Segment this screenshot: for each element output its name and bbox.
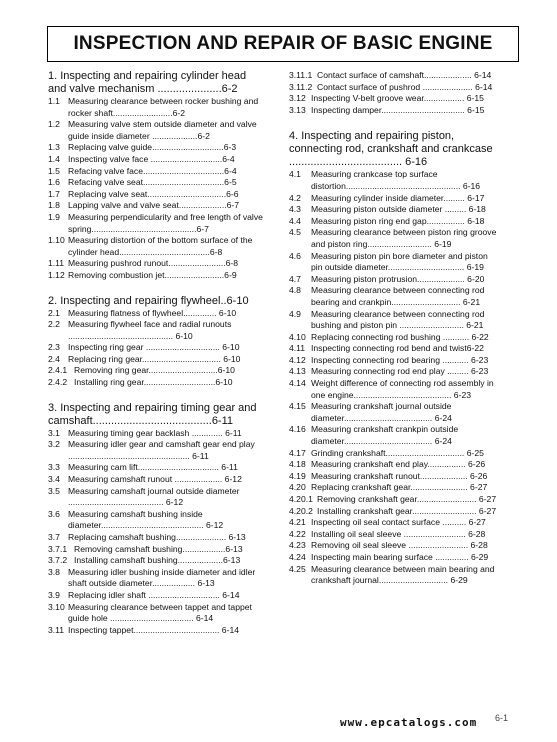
toc-entry[interactable]	[48, 544, 266, 556]
toc-entry[interactable]	[289, 274, 499, 286]
toc-entry-text: Inspecting valve face ..............................6-4	[68, 153, 235, 164]
toc-entry[interactable]	[289, 506, 499, 518]
toc-entry-text: Measuring crankcase top surface distortion................................................ 6-16	[311, 169, 481, 191]
toc-entry[interactable]	[289, 471, 499, 483]
toc-entry-number: 2.1	[48, 307, 60, 318]
toc-entry-number: 1.7	[48, 188, 60, 199]
toc-entry-text: Measuring crankshaft end play................ 6-26	[311, 459, 486, 470]
toc-entry-text: Inspecting connecting rod bend and twist6-22	[311, 343, 484, 354]
toc-entry[interactable]	[48, 377, 266, 389]
toc-entry-text: Inspecting main bearing surface .............. 6-29	[311, 551, 489, 562]
toc-entry-number: 4.10	[289, 331, 306, 342]
toc-entry[interactable]	[48, 308, 266, 320]
toc-entry-text: Installing ring gear..............................6-10	[74, 377, 233, 388]
toc-entry-number: 3.7	[48, 532, 60, 542]
toc-entry-number: 1.3	[48, 142, 60, 153]
toc-entry[interactable]	[48, 365, 266, 377]
toc-section-heading[interactable]: 4. Inspecting and repairing piston, connecting rod, crankshaft and crankcase ..................................... 6-16	[289, 130, 493, 169]
toc-entry-number: 4.8	[289, 285, 301, 296]
toc-entry-text: Replacing ring gear................................. 6-10	[68, 353, 241, 364]
toc-entry-text: Contact surface of camshaft.................... 6-14	[317, 70, 492, 80]
toc-entry-text: Removing oil seal sleeve ......................... 6-28	[311, 540, 488, 551]
toc-entry[interactable]	[48, 212, 266, 235]
toc-entry-text: Measuring camshaft journal outside diameter ........................................ 6-12	[68, 485, 240, 508]
toc-entry-text: Measuring flywheel face and radial runouts ............................................ 6-10	[68, 319, 232, 341]
toc-entry-number: 4.25	[289, 563, 306, 574]
toc-entry[interactable]	[48, 602, 266, 625]
toc-entry-number: 3.7.2	[48, 555, 68, 566]
toc-entry[interactable]	[48, 189, 266, 201]
toc-entry-number: 3.3	[48, 462, 60, 473]
toc-entry-text: Measuring idler bushing inside diameter and idler shaft outside diameter.................. 6-13	[68, 566, 256, 589]
toc-entry-text: Installing camshaft bushing...................6-13	[74, 555, 241, 566]
toc-entry[interactable]	[289, 332, 499, 344]
toc-entry-text: Measuring piston outside diameter ......... 6-18	[311, 204, 486, 215]
toc-entry-number: 4.23	[289, 540, 306, 551]
toc-entry-text: Replacing idler shaft .............................. 6-14	[68, 589, 240, 600]
toc-entry[interactable]	[48, 270, 266, 282]
toc-entry-text: Measuring crankshaft journal outside diameter..................................... 6-24	[311, 401, 452, 423]
toc-entry-number: 3.2	[48, 439, 60, 450]
toc-entry-text: Measuring clearance between rocker bushing and rocker shaft.........................6-2	[68, 96, 259, 118]
toc-entry-number: 4.11	[289, 343, 306, 354]
toc-entry-text: Measuring clearance between piston ring groove and piston ring........................... 6-19	[311, 227, 497, 249]
toc-entry-number: 4.13	[289, 366, 306, 377]
toc-entry-text: Removing camshaft bushing..................6-13	[74, 543, 243, 554]
toc-entry-number: 3.9	[48, 589, 60, 600]
toc-entry[interactable]	[289, 105, 499, 117]
toc-entry[interactable]	[289, 424, 499, 447]
toc-entry[interactable]	[48, 177, 266, 189]
toc-entry-text: Measuring crankshaft crankpin outside diameter..................................... 6-24	[311, 424, 459, 447]
toc-entry[interactable]	[289, 169, 499, 192]
toc-entry-text: Inspecting oil seal contact surface .......... 6-27	[311, 517, 486, 528]
toc-entry-number: 3.11	[48, 624, 65, 635]
toc-entry-number: 3.11.1	[289, 70, 313, 80]
toc-entry-number: 4.2	[289, 192, 301, 203]
toc-entry[interactable]	[289, 251, 499, 274]
toc-entry-text: Measuring crankshaft runout.................... 6-26	[311, 470, 488, 481]
toc-entry-text: Measuring piston ring end gap................ 6-18	[311, 215, 485, 226]
toc-entry-text: Replacing crankshaft gear........................ 6-27	[311, 482, 488, 493]
page-number: 6-1	[495, 713, 509, 723]
toc-section-heading[interactable]: 2. Inspecting and repairing flywheel..6-10	[48, 294, 249, 307]
toc-entry-text: Contact surface of pushrod ..................... 6-14	[317, 81, 493, 92]
toc-entry-number: 4.5	[289, 227, 301, 238]
toc-entry-text: Installing oil seal sleeve .......................... 6-28	[311, 528, 486, 539]
toc-entry-text: Measuring distortion of the bottom surface of the cylinder head......................................6-8	[68, 235, 253, 257]
toc-entry[interactable]	[48, 590, 266, 602]
toc-entry-number: 4.12	[289, 354, 306, 365]
toc-entry-text: Measuring cylinder inside diameter......... 6-17	[311, 192, 485, 203]
toc-entry[interactable]	[289, 482, 499, 494]
toc-entry-text: Refacing valve face..................................6-4	[68, 165, 237, 176]
toc-entry-number: 4.22	[289, 528, 306, 539]
toc-entry-text: Measuring clearance between main bearing and crankshaft journal............................. 6-29	[311, 563, 495, 586]
toc-entry-text: Removing crankshaft gear......................... 6-27	[317, 494, 497, 504]
toc-entry-number: 3.11.2	[289, 81, 313, 92]
toc-entry-text: Measuring piston pin bore diameter and piston pin outside diameter................................ 6-19	[311, 250, 488, 273]
toc-entry-text: Measuring camshaft runout .................... 6-12	[68, 474, 242, 485]
toc-entry-number: 4.21	[289, 517, 306, 528]
toc-entry-number: 1.11	[48, 258, 65, 269]
toc-entry-number: 4.15	[289, 401, 306, 412]
toc-entry-text: Weight difference of connecting rod assembly in one engine......................................... 6-23	[311, 378, 494, 400]
toc-left-column	[48, 70, 266, 636]
toc-entry[interactable]	[289, 216, 499, 228]
toc-entry[interactable]	[289, 448, 499, 460]
toc-entry-text: Installing crankshaft gear........................... 6-27	[317, 505, 497, 516]
toc-entry-number: 4.17	[289, 447, 306, 458]
toc-entry-number: 3.10	[48, 601, 65, 612]
toc-entry-number: 1.4	[48, 153, 60, 164]
toc-entry[interactable]	[48, 567, 266, 590]
toc-entry-number: 2.4	[48, 353, 60, 364]
toc-entry[interactable]	[289, 401, 499, 424]
toc-entry[interactable]	[289, 285, 499, 308]
toc-entry-number: 1.6	[48, 177, 60, 188]
toc-entry-number: 4.7	[289, 273, 301, 284]
toc-entry-number: 4.18	[289, 459, 306, 470]
toc-entry-number: 3.12	[289, 93, 306, 104]
toc-entry-text: Replacing connecting rod bushing ........... 6-22	[311, 331, 489, 342]
toc-entry-number: 3.8	[48, 566, 60, 577]
toc-entry-number: 1.12	[48, 269, 65, 280]
toc-entry[interactable]	[48, 119, 266, 142]
toc-entry-number: 2.2	[48, 319, 60, 330]
toc-section-heading[interactable]: 1. Inspecting and repairing cylinder head and valve mechanism .....................6-2	[48, 70, 247, 95]
toc-entry[interactable]	[289, 193, 499, 205]
page-title: INSPECTION AND REPAIR OF BASIC ENGINE	[47, 26, 519, 62]
toc-entry-number: 4.14	[289, 378, 306, 389]
toc-entry-text: Replacing valve seat.................................6-6	[68, 188, 239, 199]
toc-section-heading[interactable]: 3. Inspecting and repairing timing gear and camshaft.......................................6-11	[48, 401, 257, 427]
toc-entry-text: Measuring camshaft bushing inside diameter........................................... 6-12	[68, 508, 224, 531]
toc-entry[interactable]	[289, 355, 499, 367]
toc-entry-number: 4.3	[289, 204, 301, 215]
toc-entry-number: 1.9	[48, 211, 60, 222]
toc-entry[interactable]	[289, 540, 499, 552]
toc-entry-number: 1.10	[48, 235, 65, 246]
toc-entry-number: 2.3	[48, 342, 60, 353]
toc-entry-number: 4.20	[289, 482, 306, 493]
toc-entry[interactable]	[289, 70, 499, 82]
toc-entry[interactable]	[289, 309, 499, 332]
toc-entry[interactable]	[48, 625, 266, 637]
toc-entry-number: 1.5	[48, 165, 60, 176]
toc-entry-text: Measuring flatness of flywheel.............. 6-10	[68, 307, 237, 318]
toc-entry[interactable]	[289, 366, 499, 378]
toc-entry[interactable]	[289, 204, 499, 216]
toc-entry-text: Inspecting connecting rod bearing ........... 6-23	[311, 354, 489, 365]
toc-entry-number: 3.6	[48, 508, 60, 519]
toc-entry[interactable]	[289, 494, 499, 506]
toc-entry[interactable]	[48, 462, 266, 474]
toc-entry[interactable]	[289, 459, 499, 471]
toc-entry[interactable]	[48, 428, 266, 440]
toc-entry-text: Inspecting V-belt groove wear................. 6-15	[311, 93, 484, 104]
toc-entry[interactable]	[48, 154, 266, 166]
toc-entry-text: Replacing camshaft bushing..................... 6-13	[68, 532, 246, 542]
toc-entry[interactable]	[48, 200, 266, 212]
toc-entry-number: 4.6	[289, 250, 301, 261]
toc-entry-text: Measuring clearance between tappet and tappet guide hole ................................... 6-14	[68, 601, 252, 624]
toc-entry-number: 1.1	[48, 96, 60, 106]
toc-entry-text: Inspecting damper................................... 6-15	[311, 104, 485, 115]
toc-entry[interactable]	[48, 474, 266, 486]
toc-entry[interactable]	[48, 142, 266, 154]
toc-entry[interactable]	[48, 555, 266, 567]
toc-entry[interactable]	[48, 532, 266, 544]
toc-entry[interactable]	[48, 235, 266, 258]
toc-entry-text: Inspecting tappet.................................... 6-14	[68, 624, 239, 635]
toc-entry-number: 3.1	[48, 427, 60, 438]
toc-entry-text: Removing combustion jet.........................6-9	[68, 269, 237, 280]
toc-entry[interactable]	[289, 529, 499, 541]
toc-entry-text: Measuring valve stem outside diameter and valve guide inside diameter ...................6-2	[68, 119, 257, 141]
toc-entry[interactable]	[289, 378, 499, 401]
toc-entry-number: 4.4	[289, 215, 301, 226]
toc-entry[interactable]	[289, 82, 499, 94]
toc-entry-text: Measuring clearance between connecting rod bearing and crankpin............................. 6-21	[311, 285, 485, 307]
toc-entry-number: 4.24	[289, 551, 306, 562]
toc-entry[interactable]	[48, 486, 266, 509]
toc-entry-number: 4.16	[289, 424, 306, 435]
toc-entry-text: Grinding crankshaft................................. 6-25	[311, 447, 484, 458]
toc-entry-text: Measuring clearance between connecting rod bushing and piston pin ........................... 6-21	[311, 308, 485, 331]
toc-entry[interactable]	[48, 258, 266, 270]
toc-entry-text: Refacing valve seat..................................6-5	[68, 177, 237, 188]
toc-entry-number: 4.9	[289, 308, 301, 319]
toc-entry[interactable]	[48, 354, 266, 366]
toc-entry[interactable]	[48, 96, 266, 119]
toc-entry[interactable]	[48, 439, 266, 462]
toc-entry-text: Measuring idler gear and camshaft gear end play ................................................... 6-11	[68, 439, 255, 461]
toc-entry-number: 1.2	[48, 119, 60, 130]
toc-entry-text: Measuring timing gear backlash ............. 6-11	[68, 427, 242, 438]
toc-entry-text: Measuring perpendicularity and free length of valve spring............................................6-7	[68, 211, 263, 234]
toc-entry-text: Measuring cam lift.................................. 6-11	[68, 462, 238, 473]
toc-entry-text: Removing ring gear.............................6-10	[74, 365, 235, 376]
toc-entry[interactable]	[289, 343, 499, 355]
toc-entry-number: 3.7.1	[48, 543, 68, 554]
toc-entry-text: Lapping valve and valve seat....................6-7	[68, 200, 240, 211]
toc-entry-text: Measuring pushrod runout........................6-8	[68, 258, 239, 269]
toc-right-column	[289, 70, 499, 587]
toc-entry-text: Inspecting ring gear ............................... 6-10	[68, 342, 240, 353]
footer-watermark-url: www.epcatalogs.com	[340, 716, 478, 729]
toc-entry[interactable]	[48, 509, 266, 532]
toc-entry-number: 2.4.1	[48, 365, 68, 376]
toc-entry-number: 3.13	[289, 104, 306, 115]
toc-entry-number: 4.20.1	[289, 494, 313, 504]
toc-entry-text: Measuring piston protrusion.................... 6-20	[311, 273, 485, 284]
toc-entry[interactable]	[289, 564, 499, 587]
toc-entry-number: 3.4	[48, 474, 60, 485]
toc-entry-text: Replacing valve guide..............................6-3	[68, 142, 237, 153]
toc-entry[interactable]	[48, 319, 266, 342]
toc-entry-number: 4.20.2	[289, 505, 313, 516]
toc-entry[interactable]	[289, 552, 499, 564]
toc-entry-number: 4.19	[289, 470, 306, 481]
toc-entry-number: 1.8	[48, 200, 60, 211]
toc-entry[interactable]	[48, 342, 266, 354]
toc-entry-number: 3.5	[48, 485, 60, 496]
toc-entry-text: Measuring connecting rod end play ......... 6-23	[311, 366, 489, 377]
toc-entry[interactable]	[289, 93, 499, 105]
toc-entry[interactable]	[289, 227, 499, 250]
toc-entry[interactable]	[48, 166, 266, 178]
toc-entry-number: 4.1	[289, 169, 301, 180]
toc-entry[interactable]	[289, 517, 499, 529]
toc-entry-number: 2.4.2	[48, 377, 68, 388]
